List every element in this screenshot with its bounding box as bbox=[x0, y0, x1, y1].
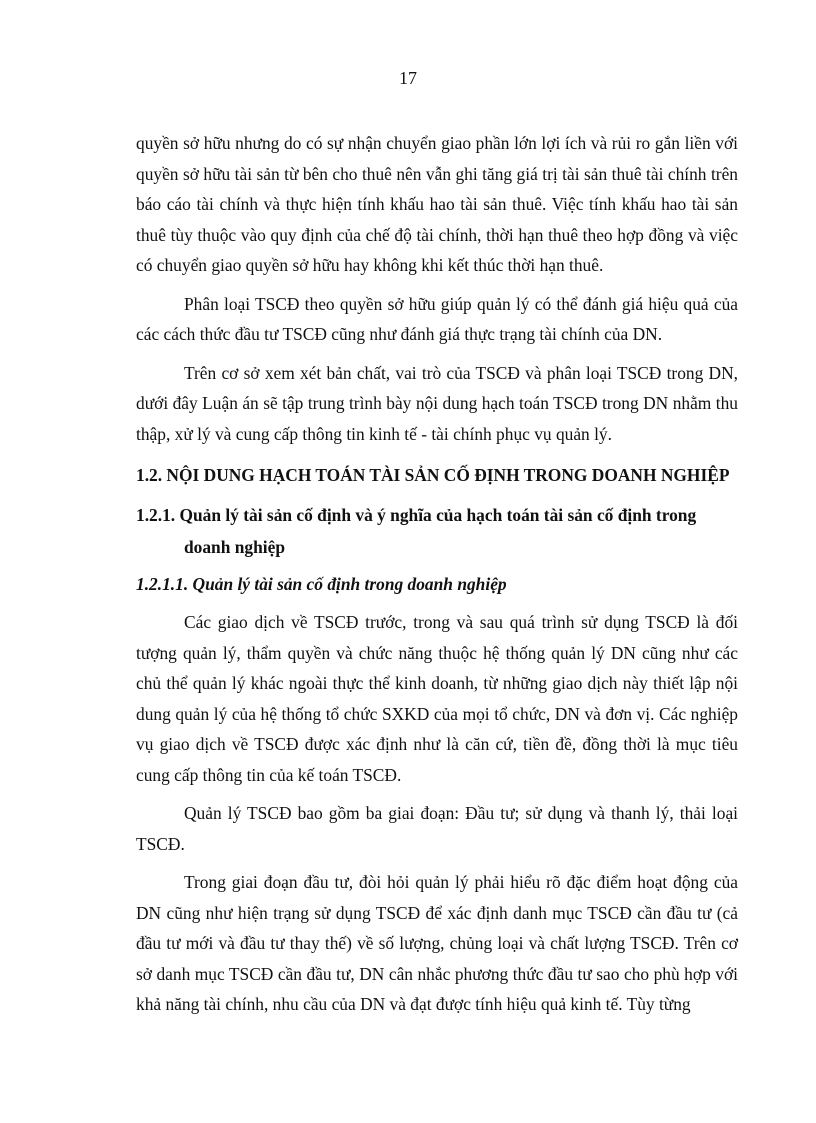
paragraph-continued: quyền sở hữu nhưng do có sự nhận chuyển giao phần lớn lợi ích và rủi ro gắn liền với quyền sở hữu tài sản từ bên cho thuê nên vẫn ghi tăng giá trị tài sản thuê tài chính trên báo cáo tài chính và thực hiện tính khấu hao tài sản thuê. Việc tính khấu hao tài sản thuê tùy thuộc vào quy định của chế độ tài chính, thời hạn thuê theo hợp đồng và việc có chuyển giao quyền sở hữu hay không khi kết thúc thời hạn thuê. bbox=[136, 133, 738, 275]
paragraph-transactions: Các giao dịch về TSCĐ trước, trong và sau quá trình sử dụng TSCĐ là đối tượng quản lý, thẩm quyền và chức năng thuộc hệ thống quản lý DN cũng như các chủ thể quản lý khác ngoài thực thể kinh doanh, từ những giao dịch này thiết lập nội dung quản lý của hệ thống tổ chức SXKD của mọi tổ chức, DN và đơn vị. Các nghiệp vụ giao dịch về TSCĐ được xác định như là căn cứ, tiền đề, đồng thời là mục tiêu cung cấp thông tin của kế toán TSCĐ. bbox=[136, 612, 738, 785]
subsubsection-heading-1-2-1-1: 1.2.1.1. Quản lý tài sản cố định trong doanh nghiệp bbox=[136, 574, 507, 594]
paragraph-management-stages: Quản lý TSCĐ bao gồm ba giai đoạn: Đầu tư; sử dụng và thanh lý, thải loại TSCĐ. bbox=[136, 803, 738, 854]
section-heading-1-2: 1.2. NỘI DUNG HẠCH TOÁN TÀI SẢN CỐ ĐỊNH TRONG DOANH NGHIỆP bbox=[136, 465, 730, 485]
paragraph-introduction: Trên cơ sở xem xét bản chất, vai trò của TSCĐ và phân loại TSCĐ trong DN, dưới đây Luận án sẽ tập trung trình bày nội dung hạch toán TSCĐ trong DN nhằm thu thập, xử lý và cung cấp thông tin kinh tế - tài chính phục vụ quản lý. bbox=[136, 362, 738, 444]
paragraph-classification: Phân loại TSCĐ theo quyền sở hữu giúp quản lý có thể đánh giá hiệu quả của các cách thức đầu tư TSCĐ cũng như đánh giá thực trạng tài chính của DN. bbox=[136, 293, 738, 344]
page-body bbox=[136, 128, 738, 1020]
page-number: 17 bbox=[399, 68, 417, 88]
paragraph-investment-stage: Trong giai đoạn đầu tư, đòi hỏi quản lý phải hiểu rõ đặc điểm hoạt động của DN cũng như hiện trạng sử dụng TSCĐ để xác định danh mục TSCĐ cần đầu tư (cả đầu tư mới và đầu tư thay thế) về số lượng, chủng loại và chất lượng TSCĐ. Trên cơ sở danh mục TSCĐ cần đầu tư, DN cân nhắc phương thức đầu tư sao cho phù hợp với khả năng tài chính, nhu cầu của DN và đạt được tính hiệu quả kinh tế. Tùy từng bbox=[136, 872, 738, 1014]
subsection-heading-1-2-1: 1.2.1. Quản lý tài sản cố định và ý nghĩa của hạch toán tài sản cố định trong doanh nghiệp bbox=[136, 505, 697, 557]
